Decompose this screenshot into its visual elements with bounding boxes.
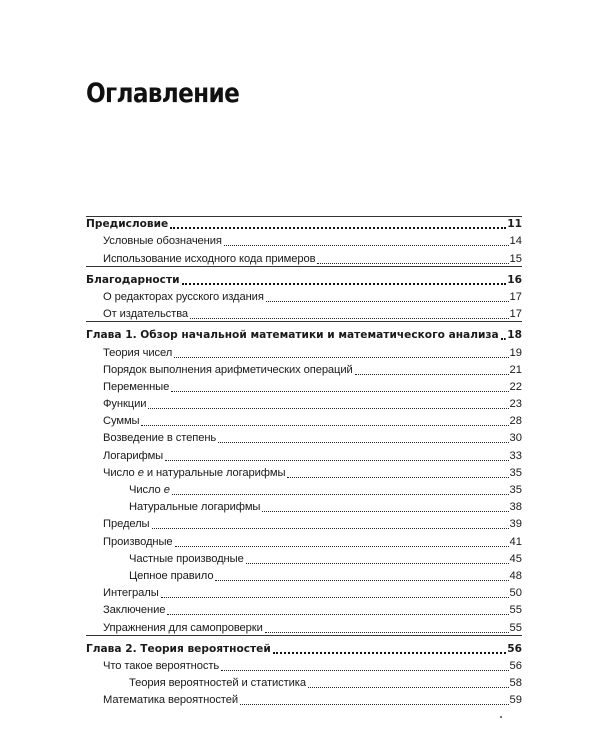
toc-entry-title: Теория чисел [103,346,173,359]
dot-leader [172,493,509,495]
toc-entry [86,531,522,548]
toc-entry-title: Глава 2. Теория вероятностей [86,642,271,655]
toc-entry-title: Возведение в степень [103,432,217,445]
toc-entry-title: Порядок выполнения арифметических операций [103,363,353,376]
toc-entry-title: Условные обозначения [103,235,222,248]
toc-entry [86,304,522,321]
dot-leader [240,703,509,705]
toc-entry-title: Что такое вероятность [103,659,220,672]
toc-entry-title: Теория вероятностей и статистика [129,677,306,690]
toc-page-number: 21 [509,363,522,376]
dot-leader [218,441,508,443]
toc-entry [86,463,522,480]
toc-entry-title: Математика вероятностей [103,694,238,707]
toc-entry [86,617,522,634]
dot-leader [175,545,509,547]
toc-page-number: 18 [507,329,522,342]
toc-entry [86,656,522,673]
toc-entry-title: Суммы [103,415,140,428]
toc-entry-title: Частные производные [129,552,244,565]
toc-entry [86,600,522,617]
dot-leader [161,596,509,598]
toc-entry-title: Благодарности [86,273,180,286]
toc-page-number: 45 [509,552,522,565]
toc-entry-title: Интегралы [103,587,159,600]
toc-page-number: 58 [509,677,522,690]
toc-entry [86,231,522,248]
toc-page-number: 56 [509,659,522,672]
toc-entry [86,549,522,566]
toc-entry-title: Число e [129,484,170,496]
toc-page-number: 39 [509,518,522,531]
toc-page-number: 35 [509,484,522,496]
dot-leader [265,631,509,633]
toc-entry [86,248,522,265]
dot-leader [246,562,509,564]
toc-entry-title: Предисловие [86,218,169,231]
toc-page-number: 14 [509,235,522,248]
toc-entry-title: Глава 1. Обзор начальной математики и математического анализа [86,329,499,342]
table-of-contents [86,214,522,707]
toc-entry-title: Производные [103,535,173,548]
dot-leader [167,613,508,615]
toc-page-number: 16 [507,273,522,286]
dot-leader [171,390,508,392]
toc-entry-title: Натуральные логарифмы [129,501,261,514]
dot-leader [273,651,506,654]
toc-entry-title: Использование исходного кода примеров [103,252,316,265]
toc-page-number: 19 [509,346,522,359]
toc-entry [86,411,522,428]
dot-leader [141,424,508,426]
dot-leader [170,226,506,229]
toc-entry-title: Цепное правило [129,569,214,582]
toc-page-number: 50 [509,587,522,600]
toc-page-number: 30 [509,432,522,445]
toc-entry [86,394,522,411]
dot-leader [152,527,509,529]
toc-entry [86,583,522,600]
toc-page-number: 59 [509,694,522,707]
dot-leader [224,244,509,246]
dot-leader [215,579,508,581]
page-speck [500,716,502,718]
toc-page-number: 48 [509,569,522,582]
toc-page-number: 41 [509,535,522,548]
toc-page-number: 55 [509,604,522,617]
dot-leader [190,317,509,319]
toc-page-number: 17 [509,308,522,321]
toc-entry-title: Заключение [103,604,166,617]
toc-entry-title: Число e и натуральные логарифмы [103,466,286,479]
dot-leader [165,459,508,461]
toc-entry-title: Логарифмы [103,449,164,462]
toc-entry [86,480,522,497]
toc-entry-title: Упражнения для самопроверки [103,621,263,634]
toc-entry [86,514,522,531]
toc-entry-title: Функции [103,398,147,411]
toc-chapter-entry [86,325,522,342]
toc-chapter-entry [86,639,522,656]
toc-entry [86,497,522,514]
dot-leader [148,407,508,409]
toc-entry-title: О редакторах русского издания [103,290,264,303]
toc-entry [86,690,522,707]
dot-leader [501,337,507,340]
dot-leader [182,282,507,285]
toc-chapter-entry [86,270,522,287]
dot-leader [317,262,508,264]
toc-page-number: 33 [509,449,522,462]
toc-page-number: 23 [509,398,522,411]
toc-entry [86,360,522,377]
toc-entry-title: От издательства [103,308,189,321]
toc-entry [86,673,522,690]
toc-chapter-entry [86,214,522,231]
dot-leader [266,300,509,302]
toc-page-number: 11 [507,218,522,231]
toc-page-number: 55 [509,621,522,634]
toc-page-number: 15 [509,252,522,265]
toc-entry-title: Переменные [103,380,170,393]
dot-leader [308,686,509,688]
toc-page-number: 17 [509,290,522,303]
dot-leader [174,356,508,358]
toc-page-number: 35 [509,466,522,479]
toc-page-number: 22 [509,380,522,393]
toc-page-number: 56 [507,642,522,655]
page-title: Оглавление [86,78,240,109]
toc-page-number: 28 [509,415,522,428]
toc-entry [86,445,522,462]
toc-entry-title: Пределы [103,518,150,531]
toc-page-number: 38 [509,501,522,514]
toc-entry [86,342,522,359]
dot-leader [355,373,509,375]
toc-entry [86,566,522,583]
toc-entry [86,377,522,394]
toc-entry [86,428,522,445]
dot-leader [221,669,508,671]
dot-leader [287,476,508,478]
toc-entry [86,287,522,304]
dot-leader [262,510,508,512]
